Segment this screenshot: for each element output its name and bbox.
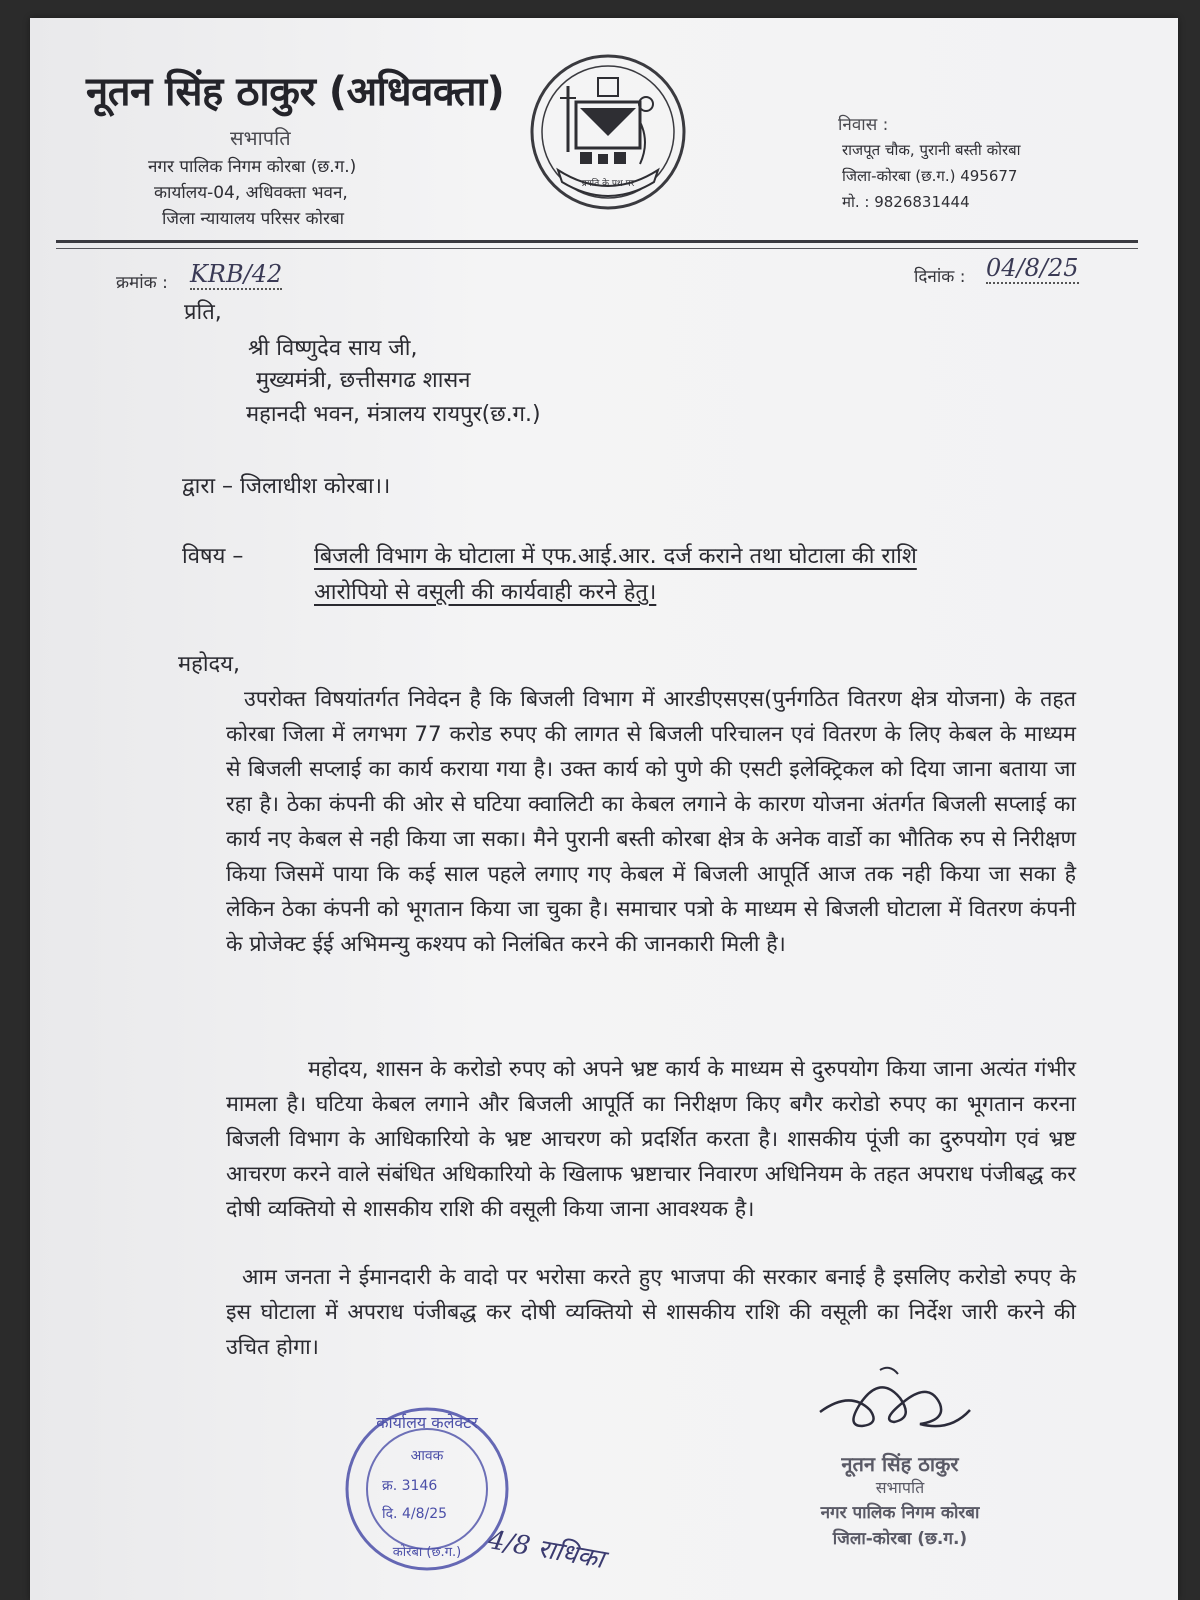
subject-line: आरोपियो से वसूली की कार्यवाही करने हेतु। — [314, 580, 657, 605]
signatory-district: जिला-कोरबा (छ.ग.) — [832, 1529, 968, 1549]
letter-sheet — [30, 18, 1178, 1600]
salutation: महोदय, — [178, 652, 240, 677]
subject-line: बिजली विभाग के घोटाला में एफ.आई.आर. दर्ज कराने तथा घोटाला की राशि — [314, 544, 917, 569]
header-rule — [56, 240, 1138, 243]
stamp-date: दि. 4/8/25 — [382, 1506, 448, 1522]
date-label: दिनांक : — [914, 267, 966, 287]
letterhead-post: सभापति — [230, 126, 291, 150]
body-paragraph-2: महोदय, शासन के करोडो रुपए को अपने भ्रष्ट कार्य के माध्यम से दुरुपयोग किया जाना अत्यंत गंभीर मामला है। घटिया केबल लगाने और बिजली आपूर्ति का निरीक्षण किए बगैर करोडो रुपए का भूगतान करना बिजली विभाग के आधिकारियो के भ्रष्ट आचरण को प्रदर्शित करता है। शासकीय पूंजी का दुरुपयोग एवं भ्रष्ट आचरण करने वाले संबंधित अधिकारियो के खिलाफ भ्रष्टाचार निवारण अधिनियम के तहत अपराध पंजीबद्ध कर दोषी व्यक्तियो से शासकीय राशि की वसूली किया जाना आवश्यक है। — [226, 1057, 1076, 1222]
residence-line: राजपूत चौक, पुरानी बस्ती कोरबा — [842, 141, 1021, 159]
date-value: 04/8/25 — [986, 254, 1079, 282]
letterhead-office-line: जिला न्यायालय परिसर कोरबा — [162, 209, 345, 229]
recipient-line: श्री विष्णुदेव साय जी, — [248, 336, 418, 361]
signatory-post: सभापति — [875, 1478, 925, 1497]
reference-number: KRB/42 — [190, 260, 283, 288]
letterhead-office-line: नगर पालिक निगम कोरबा (छ.ग.) — [148, 157, 357, 177]
body-paragraph-3: आम जनता ने ईमानदारी के वादो पर भरोसा करते हुए भाजपा की सरकार बनाई है इसलिए करोडो रुपए के इस घोटाला में अपराध पंजीबद्ध कर दोषी व्यक्तियो से शासकीय राशि की वसूली का निर्देश जारी करने की उचित होगा। — [226, 1265, 1076, 1360]
letterhead-office-line: कार्यालय-04, अधिवक्ता भवन, — [154, 183, 348, 203]
stamp-number: क्र. 3146 — [382, 1478, 438, 1494]
signatory-name: नूतन सिंह ठाकुर — [841, 1452, 959, 1476]
subject-label: विषय – — [182, 544, 244, 569]
emblem-banner-text: प्रगति के पथ पर — [581, 179, 635, 189]
handwritten-receipt-note: 4/8 राधिका — [485, 1525, 607, 1575]
residence-phone: मो. : 9826831444 — [842, 193, 970, 211]
reference-label: क्रमांक : — [116, 273, 168, 293]
recipient-to: प्रति, — [184, 300, 222, 325]
header-rule-thin — [56, 248, 1138, 249]
recipient-line: मुख्यमंत्री, छत्तीसगढ शासन — [256, 368, 471, 393]
stamp-bottom-text: कोरबा (छ.ग.) — [392, 1545, 462, 1560]
municipal-emblem-icon — [528, 52, 688, 212]
recipient-line: महानदी भवन, मंत्रालय रायपुर(छ.ग.) — [246, 402, 541, 427]
signatory-org: नगर पालिक निगम कोरबा — [820, 1503, 980, 1523]
stamp-top-text: कार्यालय कलेक्टर — [376, 1413, 478, 1432]
stamp-inward-text: आवक — [410, 1448, 444, 1464]
signature-scribble-icon — [810, 1360, 980, 1446]
body-paragraph-1: उपरोक्त विषयांतर्गत निवेदन है कि बिजली विभाग में आरडीएसएस(पुर्नगठित वितरण क्षेत्र योजना) के तहत कोरबा जिला में लगभग 77 करोड रुपए की लागत से बिजली परिचालन एवं वितरण के लिए केबल के माध्यम से बिजली सप्लाई का कार्य कराया गया है। उक्त कार्य को पुणे की एसटी इलेक्ट्रिकल को दिया जाना बताया जा रहा है। ठेका कंपनी की ओर से घटिया क्वालिटी का केबल लगाने के कारण योजना अंतर्गत बिजली सप्लाई का कार्य नए केबल से नही किया जा सका। मैने पुरानी बस्ती कोरबा क्षेत्र के अनेक वार्डो का भौतिक रुप से निरीक्षण किया जिसमें पाया कि कई साल पहले लगाए गए केबल में बिजली आपूर्ति आज तक नही किया जा सका है लेकिन ठेका कंपनी को भूगतान किया जा चुका है। समाचार पत्रो के माध्यम से बिजली घोटाला में वितरण कंपनी के प्रोजेक्ट ईई अभिमन्यु कश्यप को निलंबित करने की जानकारी मिली है। — [226, 687, 1076, 957]
residence-label: निवास : — [838, 115, 889, 135]
residence-line: जिला-कोरबा (छ.ग.) 495677 — [842, 167, 1018, 185]
letterhead-name: नूतन सिंह ठाकुर (अधिवक्ता) — [86, 69, 505, 115]
via-line: द्वारा – जिलाधीश कोरबा।। — [182, 474, 391, 499]
